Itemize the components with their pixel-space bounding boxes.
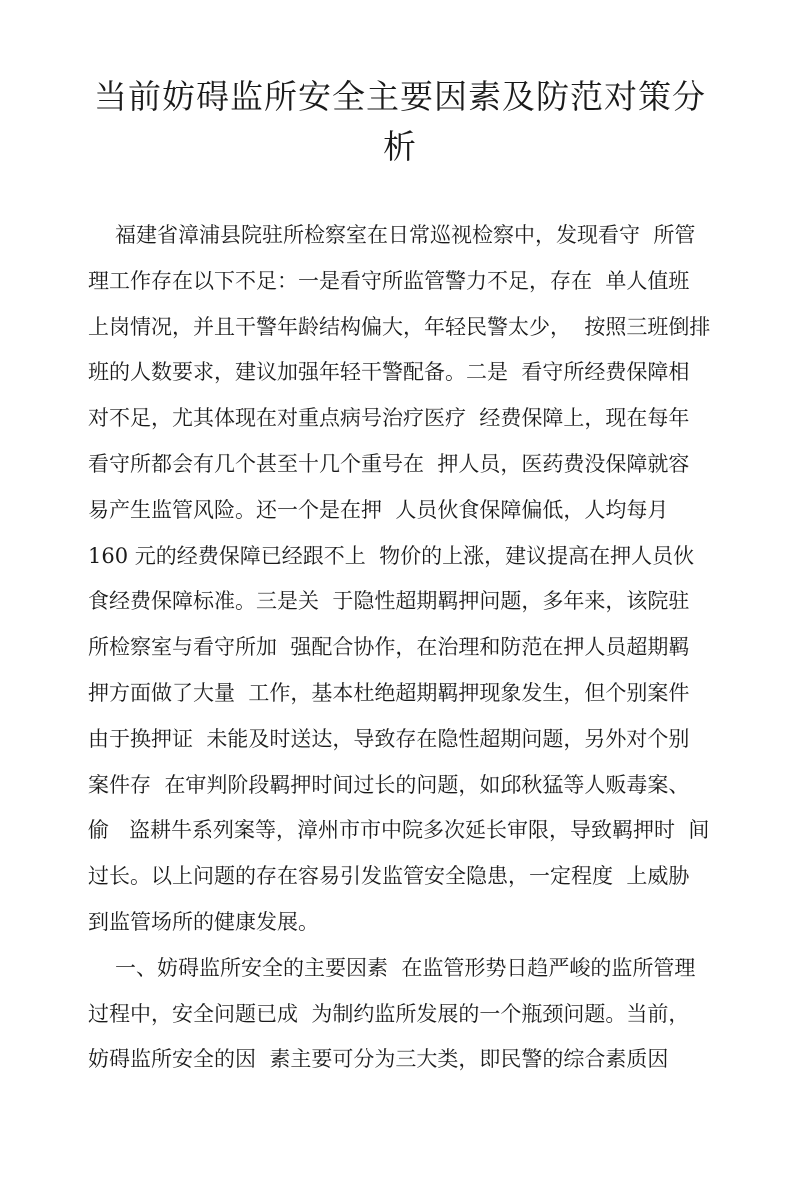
paragraph-line: 班的人数要求，建议加强年轻干警配备。二是 看守所经费保障相: [88, 360, 690, 385]
paragraph-line: 看守所都会有几个甚至十几个重号在 押人员，医药费没保障就容: [88, 451, 690, 476]
paragraph-line: 福建省漳浦县院驻所检察室在日常巡视检察中，发现看守 所管: [115, 223, 696, 247]
paragraph-line: 一、妨碍监所安全的主要因素 在监管形势日趋严峻的监所管理: [115, 955, 696, 980]
paragraph-line: 过程中，安全问题已成 为制约监所发展的一个瓶颈问题。当前，: [88, 1001, 690, 1026]
title-line-1: 当前妨碍监所安全主要因素及防范对策分: [94, 77, 706, 116]
paragraph-line: 食经费保障标准。三是关 于隐性超期羁押问题，多年来，该院驻: [88, 589, 690, 614]
paragraph-line: 过长。以上问题的存在容易引发监管安全隐患，一定程度 上威胁: [88, 864, 690, 889]
paragraph-line: 对不足，尤其体现在对重点病号治疗医疗 经费保障上，现在每年: [88, 406, 690, 431]
paragraph-1: [88, 213, 728, 946]
paragraph-line: 上岗情况，并且干警年龄结构偏大，年轻民警太少， 按照三班倒排: [88, 314, 711, 339]
paragraph-line: 到监管场所的健康发展。: [88, 909, 319, 934]
paragraph-line: 押方面做了大量 工作，基本杜绝超期羁押现象发生，但个别案件: [88, 680, 690, 705]
paragraph-line: 偷 盗耕牛系列案等，漳州市市中院多次延长审限，导致羁押时 间: [88, 818, 710, 843]
paragraph-line: 160 元的经费保障已经跟不上 物价的上涨，建议提高在押人员伙: [88, 543, 695, 568]
paragraph-line: 理工作存在以下不足：一是看守所监管警力不足，存在 单人值班: [88, 268, 690, 293]
document-body: [88, 213, 728, 1083]
paragraph-line: 所检察室与看守所加 强配合协作，在治理和防范在押人员超期羁: [88, 635, 690, 660]
document-title: [90, 72, 710, 172]
paragraph-line: 妨碍监所安全的因 素主要可分为三大类，即民警的综合素质因: [88, 1047, 669, 1072]
paragraph-line: 案件存 在审判阶段羁押时间过长的问题，如邱秋猛等人贩毒案、: [88, 772, 690, 797]
paragraph-line: 易产生监管风险。还一个是在押 人员伙食保障偏低，人均每月: [88, 497, 669, 522]
title-line-2: 析: [383, 127, 417, 166]
paragraph-line: 由于换押证 未能及时送达，导致存在隐性超期问题，另外对个别: [88, 726, 690, 751]
paragraph-2: [88, 946, 728, 1083]
